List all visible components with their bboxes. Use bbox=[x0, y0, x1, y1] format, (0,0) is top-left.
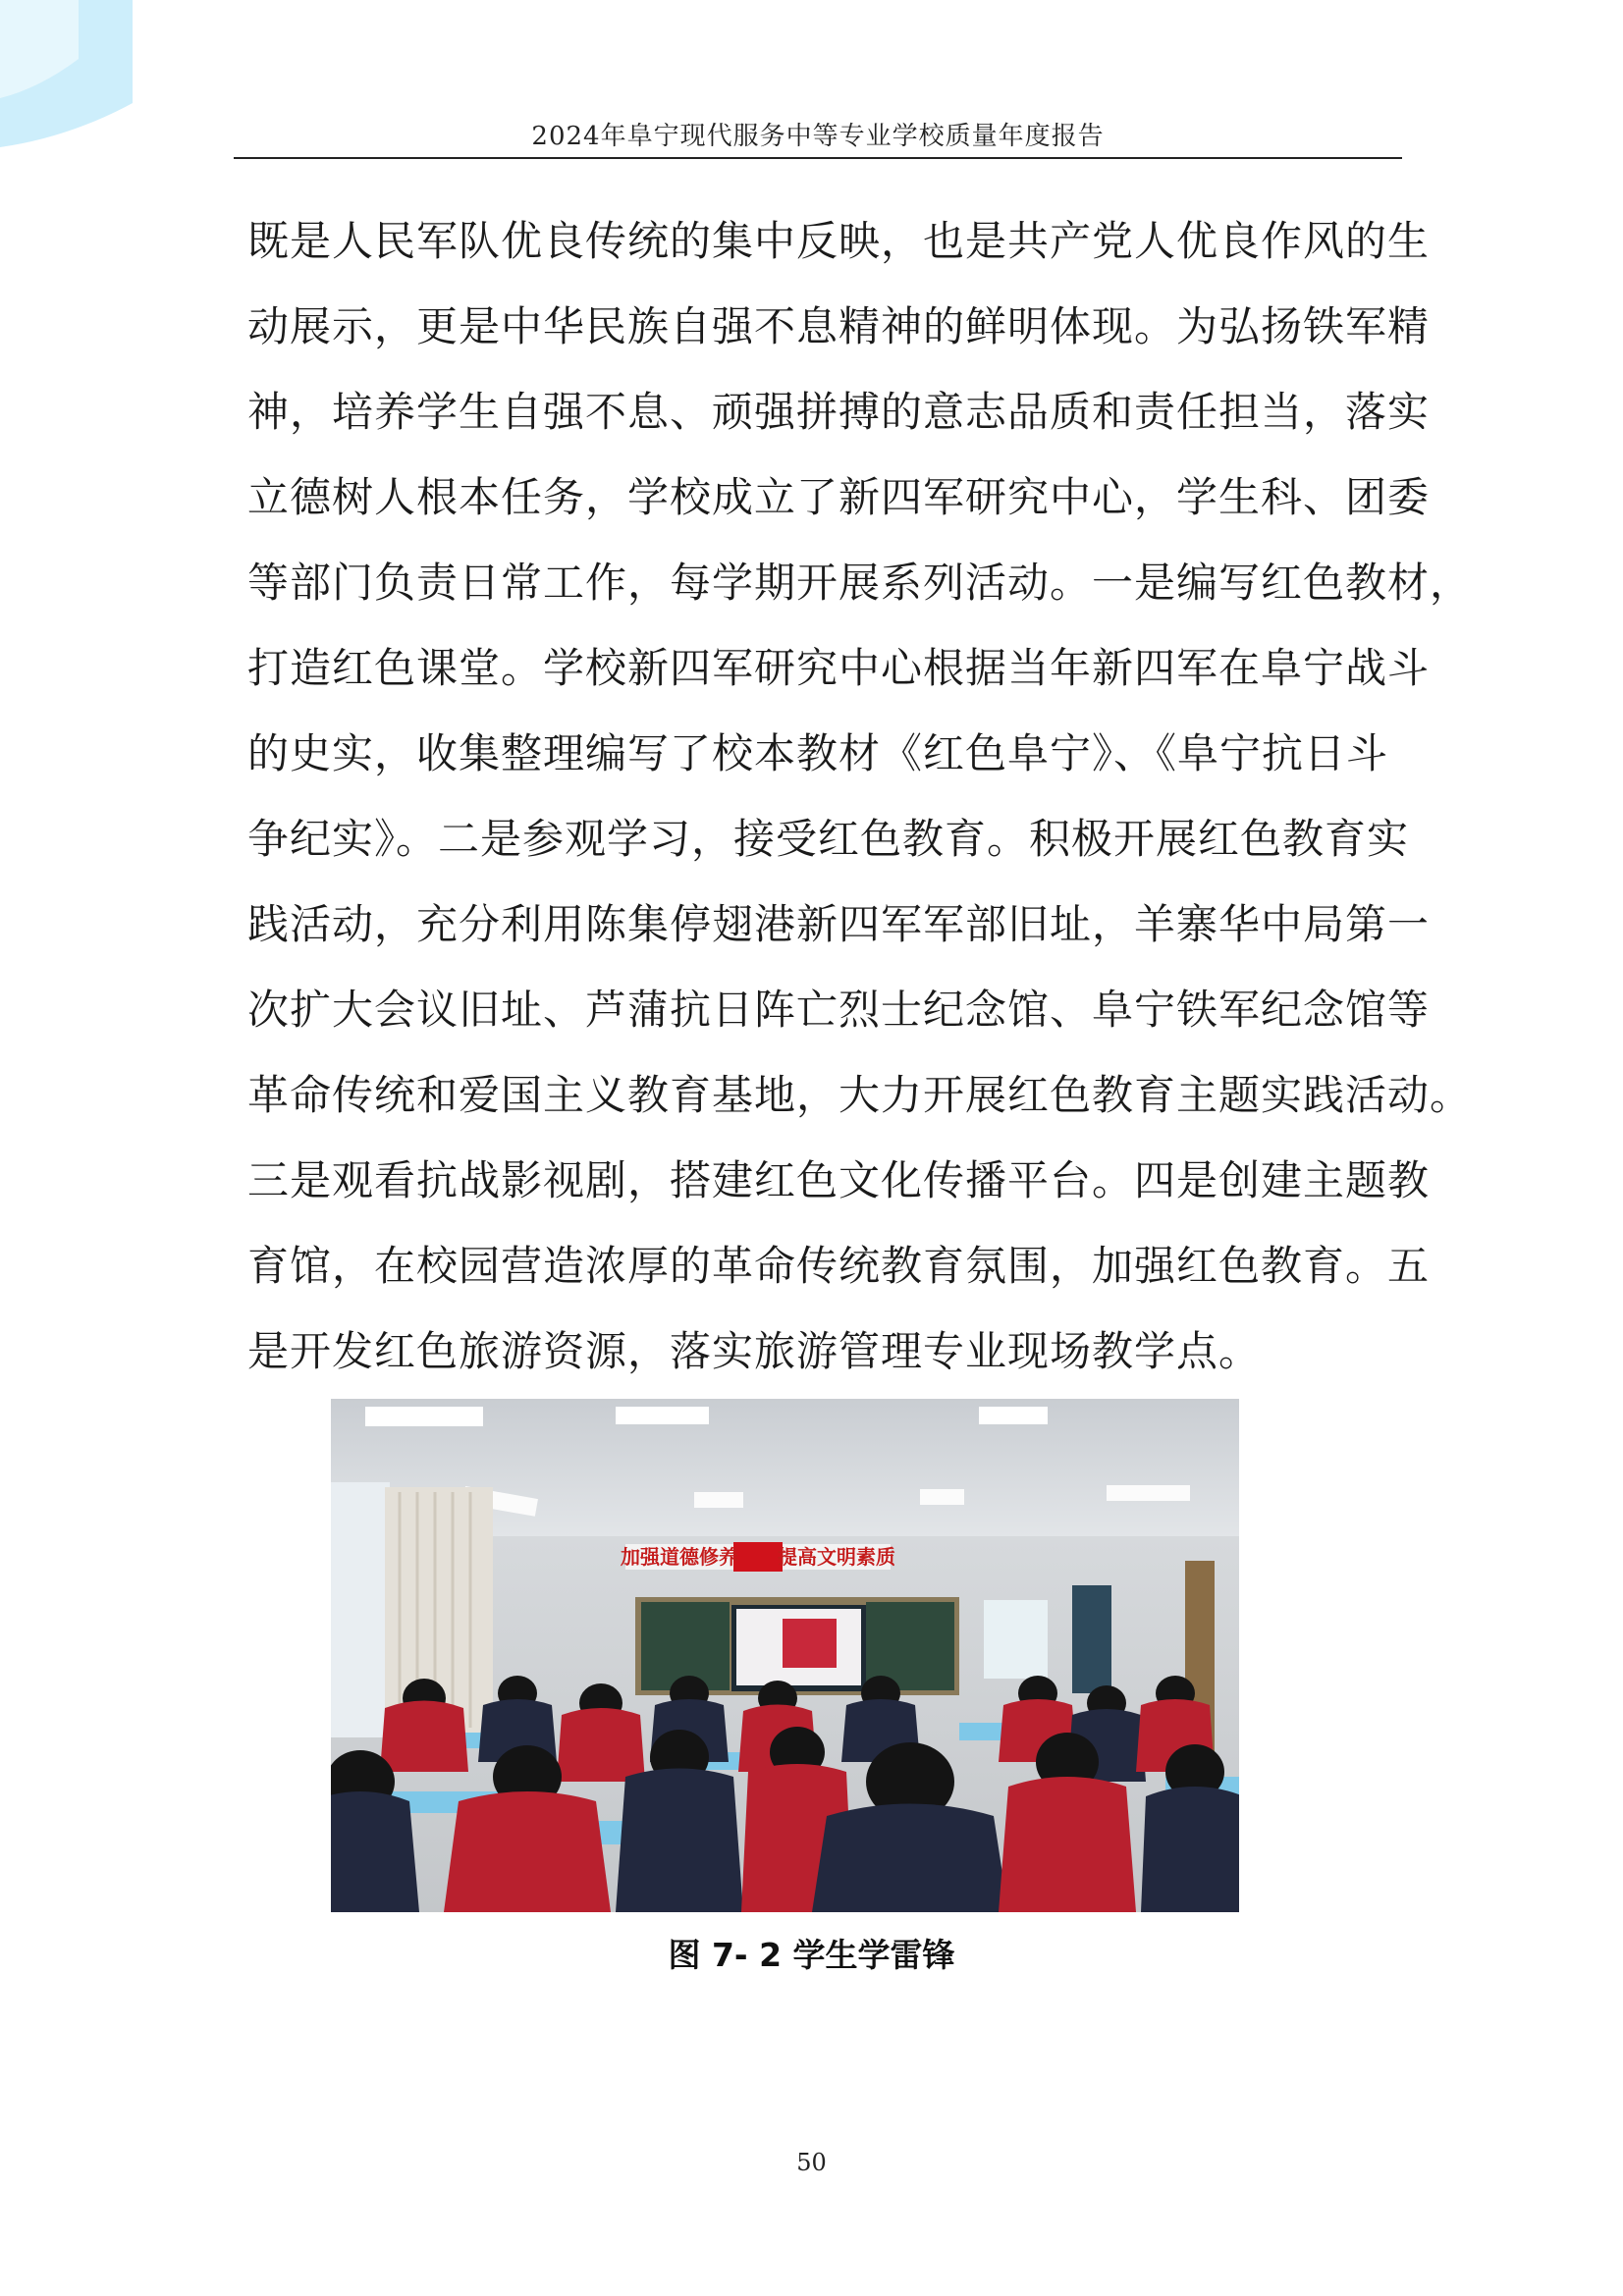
body-line: 践活动，充分利用陈集停翅港新四军军部旧址，羊寨华中局第一 bbox=[247, 900, 1431, 948]
corner-decoration bbox=[0, 0, 137, 157]
header-rule bbox=[234, 157, 1402, 159]
banner-left-text: 加强道德修养 bbox=[621, 1545, 738, 1569]
body-line: 的史实，收集整理编写了校本教材《红色阜宁》、《阜宁抗日斗 bbox=[247, 729, 1389, 777]
body-text bbox=[247, 208, 1473, 1404]
body-line: 神，培养学生自强不息、顽强拼搏的意志品质和责任担当，落实 bbox=[247, 388, 1431, 436]
body-line: 革命传统和爱国主义教育基地，大力开展红色教育主题实践活动。 bbox=[247, 1071, 1473, 1119]
body-line: 次扩大会议旧址、芦蒲抗日阵亡烈士纪念馆、阜宁铁军纪念馆等 bbox=[247, 986, 1431, 1034]
body-line: 育馆，在校园营造浓厚的革命传统教育氛围，加强红色教育。五 bbox=[247, 1242, 1431, 1290]
body-line: 立德树人根本任务，学校成立了新四军研究中心，学生科、团委 bbox=[247, 473, 1431, 521]
page-number: 50 bbox=[796, 2149, 827, 2176]
banner-right-text: 提高文明素质 bbox=[778, 1545, 895, 1569]
body-line: 等部门负责日常工作，每学期开展系列活动。一是编写红色教材， bbox=[247, 559, 1473, 607]
header-title: 2024年阜宁现代服务中等专业学校质量年度报告 bbox=[531, 122, 1105, 151]
body-line: 争纪实》。二是参观学习，接受红色教育。积极开展红色教育实 bbox=[247, 815, 1410, 863]
classroom-photo bbox=[331, 1399, 1239, 1912]
body-line: 三是观看抗战影视剧，搭建红色文化传播平台。四是创建主题教 bbox=[247, 1156, 1431, 1204]
body-line: 是开发红色旅游资源，落实旅游管理专业现场教学点。 bbox=[247, 1327, 1262, 1375]
body-line: 既是人民军队优良传统的集中反映，也是共产党人优良作风的生 bbox=[247, 217, 1431, 265]
figure-caption: 图 7- 2 学生学雷锋 bbox=[668, 1936, 955, 1974]
body-line: 动展示，更是中华民族自强不息精神的鲜明体现。为弘扬铁军精 bbox=[247, 302, 1431, 350]
body-line: 打造红色课堂。学校新四军研究中心根据当年新四军在阜宁战斗 bbox=[247, 644, 1431, 692]
